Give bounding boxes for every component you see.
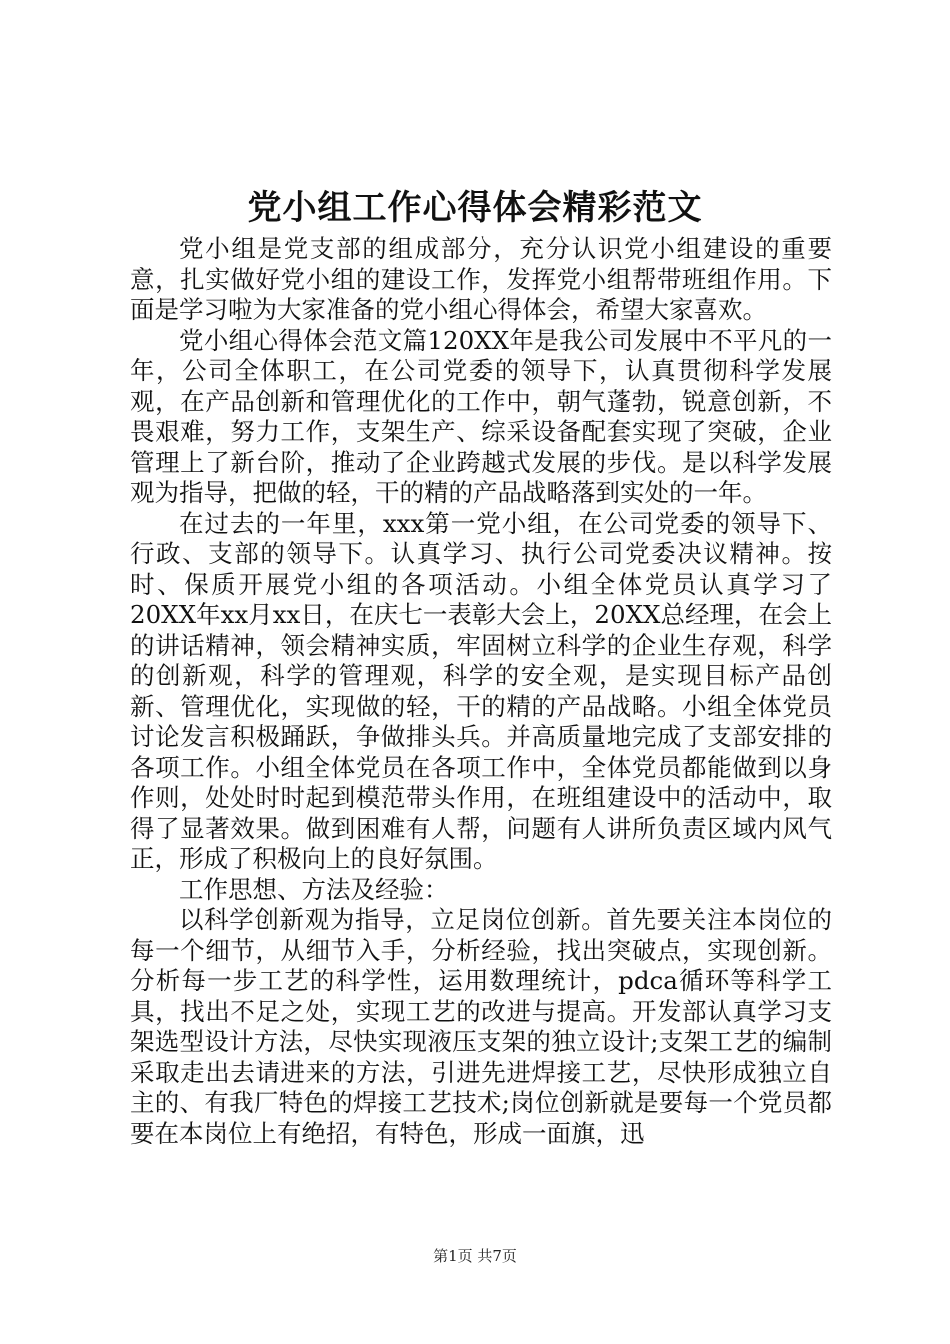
paragraph-essay-1: 党小组心得体会范文篇120XX年是我公司发展中不平凡的一年，公司全体职工，在公司党委的领导下，认真贯彻科学发展观，在产品创新和管理优化的工作中，朝气蓬勃，锐意创新，不畏艰难，努力工作，支架生产、综采设备配套实现了突破，企业管理上了新台阶，推动了企业跨越式发展的步伐。是以科学发展观为指导，把做的轻，干的精的产品战略落到实处的一年。 <box>130 325 832 507</box>
document-title: 党小组工作心得体会精彩范文 <box>247 188 703 228</box>
paragraph-section-heading: 工作思想、方法及经验： <box>179 874 449 904</box>
paragraph-innovation: 以科学创新观为指导，立足岗位创新。首先要关注本岗位的每一个细节，从细节入手，分析经验，找出突破点，实现创新。分析每一步工艺的科学性，运用数理统计，pdca循环等科学工具，找出不足之处，实现工艺的改进与提高。开发部认真学习支架选型设计方法，尽快实现液压支架的独立设计;支架工艺的编制采取走出去请进来的方法，引进先进焊接工艺，尽快形成独立自主的、有我厂特色的焊接工艺技术;岗位创新就是要每一个党员都要在本岗位上有绝招，有特色，形成一面旗，迅 <box>130 905 832 1148</box>
document-body <box>130 234 832 1149</box>
paragraph-past-year: 在过去的一年里，xxx第一党小组，在公司党委的领导下、行政、支部的领导下。认真学习、执行公司党委决议精神。按时、保质开展党小组的各项活动。小组全体党员认真学习了20XX年xx月xx日，在庆七一表彰大会上，20XX总经理，在会上的讲话精神，领会精神实质，牢固树立科学的企业生存观，科学的创新观，科学的管理观，科学的安全观，是实现目标产品创新、管理优化，实现做的轻，干的精的产品战略。小组全体党员讨论发言积极踊跃，争做排头兵。并高质量地完成了支部安排的各项工作。小组全体党员在各项工作中，全体党员都能做到以身作则，处处时时起到模范带头作用，在班组建设中的活动中，取得了显著效果。做到困难有人帮，问题有人讲所负责区域内风气正，形成了积极向上的良好氛围。 <box>130 508 832 873</box>
paragraph-intro: 党小组是党支部的组成部分，充分认识党小组建设的重要意，扎实做好党小组的建设工作，发挥党小组帮带班组作用。下面是学习啦为大家准备的党小组心得体会，希望大家喜欢。 <box>130 234 832 324</box>
page-footer: 第1页 共7页 <box>433 1247 517 1265</box>
